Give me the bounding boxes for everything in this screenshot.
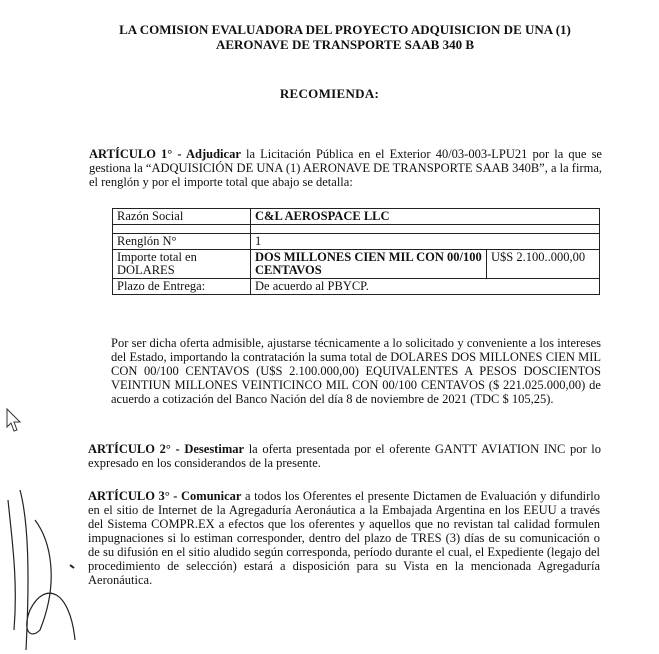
article-2-text: la oferta presentada por el oferente GANTT AVIATION INC por lo expresado en los considerandos de la presente. xyxy=(88,442,601,470)
empty-cell xyxy=(251,225,600,234)
plazo-label: Plazo de Entrega: xyxy=(113,279,251,295)
handwritten-signature-mark xyxy=(0,480,90,654)
article-1 xyxy=(89,147,602,189)
razon-social-label: Razón Social xyxy=(113,209,251,225)
article-3 xyxy=(88,489,600,587)
importe-figure: U$S 2.100..000,00 xyxy=(487,250,600,279)
article-2-label: ARTÍCULO 2° - Desestimar xyxy=(88,442,245,456)
header-line-2: AERONAVE DE TRANSPORTE SAAB 340 B xyxy=(215,37,475,52)
article-3-label: ARTÍCULO 3° - Comunicar xyxy=(88,489,242,503)
article-2 xyxy=(88,442,601,470)
importe-words: DOS MILLONES CIEN MIL CON 00/100 CENTAVOS xyxy=(251,250,487,279)
document-header xyxy=(95,22,595,52)
plazo-value: De acuerdo al PBYCP. xyxy=(251,279,600,295)
empty-cell xyxy=(113,225,251,234)
article-1-label: ARTÍCULO 1° - Adjudicar xyxy=(89,147,241,161)
importe-label: Importe total en DOLARES xyxy=(113,250,251,279)
table-row xyxy=(113,250,600,279)
table-row xyxy=(113,225,600,234)
article-3-text: a todos los Oferentes el presente Dictamen de Evaluación y difundirlo en el sitio de Internet de la Agregaduría Aeronáutica a la Embajada Argentina en los EEUU a través del Sistema COMPR.EX a efectos que los oferentes y aquellos que no revistan tal calidad formulen impugnaciones si lo estiman corresponder, dentro del plazo de TRES (3) días de su comunicación o de su difusión en el sitio aludido según corresponda, período durante el cual, el Expediente (legajo del procedimiento de selección) estará a disposición para su Vista en la mencionada Agregaduría Aeronáutica. xyxy=(88,489,600,587)
renglon-label: Renglón N° xyxy=(113,234,251,250)
recommendation-title: RECOMIENDA: xyxy=(279,86,380,101)
article-1-text: la Licitación Pública en el Exterior 40/03-003-LPU21 por la que se gestiona la “ADQUISICIÓN DE UNA (1) AERONAVE DE TRANSPORTE SAAB 340B”, a la firma, el renglón y por el importe total que abajo se detalla: xyxy=(89,147,602,189)
table-row xyxy=(113,234,600,250)
mouse-cursor-icon xyxy=(5,407,25,435)
header-line-1: LA COMISION EVALUADORA DEL PROYECTO ADQUISICION DE UNA (1) xyxy=(119,22,571,37)
renglon-value: 1 xyxy=(251,234,600,250)
razon-social-value: C&L AEROSPACE LLC xyxy=(251,209,600,225)
table-row xyxy=(113,279,600,295)
table-row xyxy=(113,209,600,225)
award-table xyxy=(112,208,600,295)
justification-paragraph: Por ser dicha oferta admisible, ajustarse técnicamente a lo solicitado y conveniente a los intereses del Estado, importando la contratación la suma total de DOLARES DOS MILLONES CIEN MIL CON 00/100 CENTAVOS (U$S 2.100.000,00) EQUIVALENTES A PESOS DOSCIENTOS VEINTIUN MILLONES VEINTICINCO MIL CON 00/100 CENTAVOS ($ 221.025.000,00) de acuerdo a cotización del Banco Nación del día 8 de noviembre de 2021 (TDC $ 105,25). xyxy=(111,336,601,406)
